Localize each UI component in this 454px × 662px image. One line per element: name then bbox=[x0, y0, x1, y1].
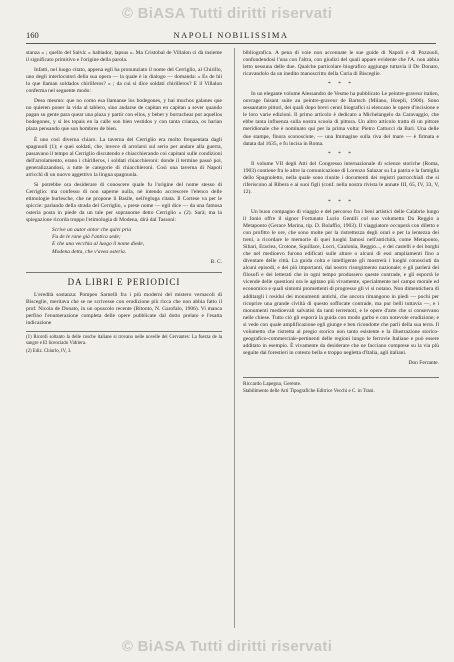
paragraph: È uno così diverna chiaro. La taverna del Cerriglio era molto frequentata dagli spagnuoli (1); e quei soldati, che, invece di arrolarsi sul serio per andare alla guerra, passavano il tempo al Cerriglio discutendo e chiacchierando coi capitani sulle condizioni dell'arrolamento, erano i chirilleros, i soldati chiacchieroni: donde il termine passò poi, generalizzandosi, a tutte le categorie di chiacchieroni. Così una taverna di Napoli arricchì di un nuovo aggettivo la lingua spagnuola. bbox=[26, 136, 222, 178]
section-title: DA LIBRI E PERIODICI bbox=[26, 272, 222, 286]
article-signature: Don Ferrante. bbox=[408, 359, 439, 366]
gerente-line bbox=[243, 381, 439, 388]
verse-line: Fu de le rane già l'antica sede; bbox=[52, 234, 121, 241]
gerente-name: Riccardo Lapegna, Gerente. bbox=[243, 380, 302, 387]
page-header bbox=[26, 30, 436, 42]
separator-stars: * * * bbox=[328, 198, 354, 205]
right-column bbox=[243, 50, 439, 395]
separator-stars: * * * bbox=[328, 81, 354, 88]
paragraph: stanza » ; quello del Salvà: « hablador, lapsus ». Ma Cristobal de Villalon ci dà insieme il significato primitivo e l'origine della parola. bbox=[26, 50, 222, 64]
journal-title: NAPOLI NOBILISSIMA bbox=[173, 30, 289, 40]
paragraph: Si potrebbe ora desiderare di conoscere quale fu l'origine del nome stesso di Cerriglio: ma confesso di non saperne nulla, nè intendo accrescere l'elenco delle etimologie burlesche, che ne propone il Basile, nell'egloga citata. Il Cortese va per le spiccie: parlando della strada del Cerriglio, « prese nome — egli dice — da una famosa osteria posta in piede da un tale per sopranome detto Cerriglio » (2). Sarà; ma la spiegazione ricorda troppo l'etimologia di Modena, dirà dal Tassoni: bbox=[26, 181, 222, 224]
paragraph: L'eredità sostanza: Pompeo Sarnelli fra i più moderni del mistero vernacoli di Bisceglie, meritava che se ne scrivesse con erudizione più ricca che non abbia fatto il prof. Nicola de Donato, in un opuscolo recente (Bitonto, N. Garofalo, 1906). Vi manca perfino l'enumerazione completa delle opere pubblicate dal dotto prelato e l'esatta indicazione bbox=[26, 291, 222, 327]
left-column bbox=[26, 50, 222, 356]
verse-line: Modena detta, che v'avea osteria. bbox=[52, 248, 127, 255]
watermark-bottom: © BiASA Tutti diritti riservati bbox=[121, 638, 333, 655]
paragraph: Infatti, nel luogo citato, appena egli ha pronunziato il nome del Cerriglio, al Chirillo, uno degli interlocutori della sua opera — la quale è in dialogo — domanda: « Es de hii lo que llaman soldados chirilleros? » ; da cui si dice soldati chirilleros? E il Villalon conferma nel seguente modo: bbox=[26, 67, 222, 95]
paragraph: In un elegante volume Alessandro de Vesme ha pubblicato Le peintre-graveur italien, ouvrage faisant suite au peintre-graveur de Bartsch (Milano, Hoepli, 1906). Sono sessantatre pittori, dei quali dopo brevi cenni biografici si elencano le opere d'incisione e le loro varie edizioni. Il primo articolo è dedicato a Michelangelo da Caravaggio, che ebbe tanta influenza sulla nostra scuola di pittura. Un altro articolo tratta di un pittore meridionale che è nominato qui per la prima volta: Pietro Cattucci da Bari. Una delle due stampe, finora sconosciute, — una Immagine sulla riva del mare — è firmata e datata dal 1635, e fu incisa in Roma. bbox=[243, 91, 439, 147]
page-number: 160 bbox=[26, 30, 39, 40]
paragraph: Un buon compagno di viaggio e del percorso fra i beni artistici delle Calabrie lungo il Jonio offre il signor Fortunato Lucio Gentili col suo volumetto Da Reggio a Metaponto (Gerace Marina, tip. D. Bolaffio, 1903). Il viaggiatore occuperà con diletto e con profitto le ore, che sono molte per la ristrettezza degli orari e per la lentezza dei treni, a ricordare le memorie di quei luoghi famosi nell'antichità, come Metaponto, Sibari, Eraclea, Crotone, Squillace, Locri, Caulonia, Reggio..., e dei castelli e dei borghi che nel medioevo furono edificati sulle alture o alcuni di essi ampliamenti fino a diventare delle città. La guida colta e intelligente gli mostrerà i luoghi conosciuti da alcuni episodi, e dei più importanti, dal nostro risorgimento nazionale; e gli parlerà dei filosofi e dei letterati che in ogni tempo produssero queste contrade, e gli esporrà le vicende delle questioni ora le agitano più vivamente, specialmente nel campo morale ed economico e quali sintomi promettenti di progresso gli vi si notano. Non dimentichera di additargli i residui dei monumenti antichi, che ancora rimangono in piedi — pochi per ricoprire una grande civiltà di questo soffocate contrade, ma pur belli tuttavia —, e i monumenti medioevali salvatisi da tanti terremoti, e le opere d'arte che si conservano nelle chiese. Tutto ciò gli esporrà la guida con modo garbo e con notevole erudizione; e si vede con quale amplificazione egli giunge e ben ricondotte che parli della sua terra. Il volumetto che ristretta al pregio storico non tanto esistente e la illustrazione storico-geografico-commerciale-pertinenti delle regioni lungo le ferrovie Italiane e può essere additato in esempio. È vivamente da desiderare che ne facciano comprese su la via più seguite dai forestieri in cotesto bella e troppo negletta d'Italia, agli italiani. bbox=[243, 208, 439, 356]
verse-quotation bbox=[52, 227, 222, 256]
paragraph: Il volume VII degli Atti del Congresso internazionale di scienze storiche (Roma, 1903) contiene fra le altre la comunicazione di Lorenzo Salazar su La patria e la famiglia dello Spagnoletto, nella quale sono riunite i documenti dei registri parrocchiali che si riferiscono al Ribera e ai suoi figli (conf. nella nostra rivista le annate III, 65, IV, 33, V, 12). bbox=[243, 160, 439, 195]
watermark-top: © BiASA Tutti diritti riservati bbox=[121, 5, 333, 22]
colophon bbox=[243, 377, 439, 395]
verse-line: E che una vecchia al luogo il nome diede, bbox=[52, 241, 145, 248]
printer-line: Stabilimento delle Arti Tipografiche Editrice Vecchi e C. in Trani. bbox=[243, 389, 375, 395]
paragraph: bibliografica. A pena di voie non accennate le sue guide di Napoli e di Pozzuoli, confondendosi l'una con l'altra, con giudizi del quali appare evidente che l'A. non abbia letto nessuna delle due. Qualche particolare biografico aggiunge tuttavia il De Donato, ricavandolo da un inedito manoscritto della Curia di Bisceglie. bbox=[243, 50, 439, 78]
footnote: (1) Ricordi soltanto la delle cosche italiane si trovano nelle novelle del Cervantes: La fuerza de la sangre e El licenciado Vidriera. bbox=[26, 335, 222, 347]
footnotes bbox=[26, 331, 222, 355]
article-signature: B. C. bbox=[210, 258, 222, 265]
separator-stars: * * * bbox=[328, 150, 354, 157]
verse-line: Scrive un autor antor che quivi pria bbox=[52, 227, 132, 234]
column-divider bbox=[234, 48, 235, 628]
footnote: (2) Ediz. Chiurlo, IV, 3. bbox=[26, 348, 72, 354]
header-rule bbox=[26, 43, 436, 44]
spanish-quotation: Deso mesmo: que no como esa llamanse los bodegones, y hai muchos galanes que no quieren poner la vida al tablero, sino andarse de capitan en capitan a sever quando pagan su gente para quear una plaza y partir con ellos, y beber y borrachear por aquellos bodegones, y si les topais en la calle son bien vestidos y con tanta crianza, os harian plaza pensando que son hombres de bien. bbox=[26, 98, 222, 133]
